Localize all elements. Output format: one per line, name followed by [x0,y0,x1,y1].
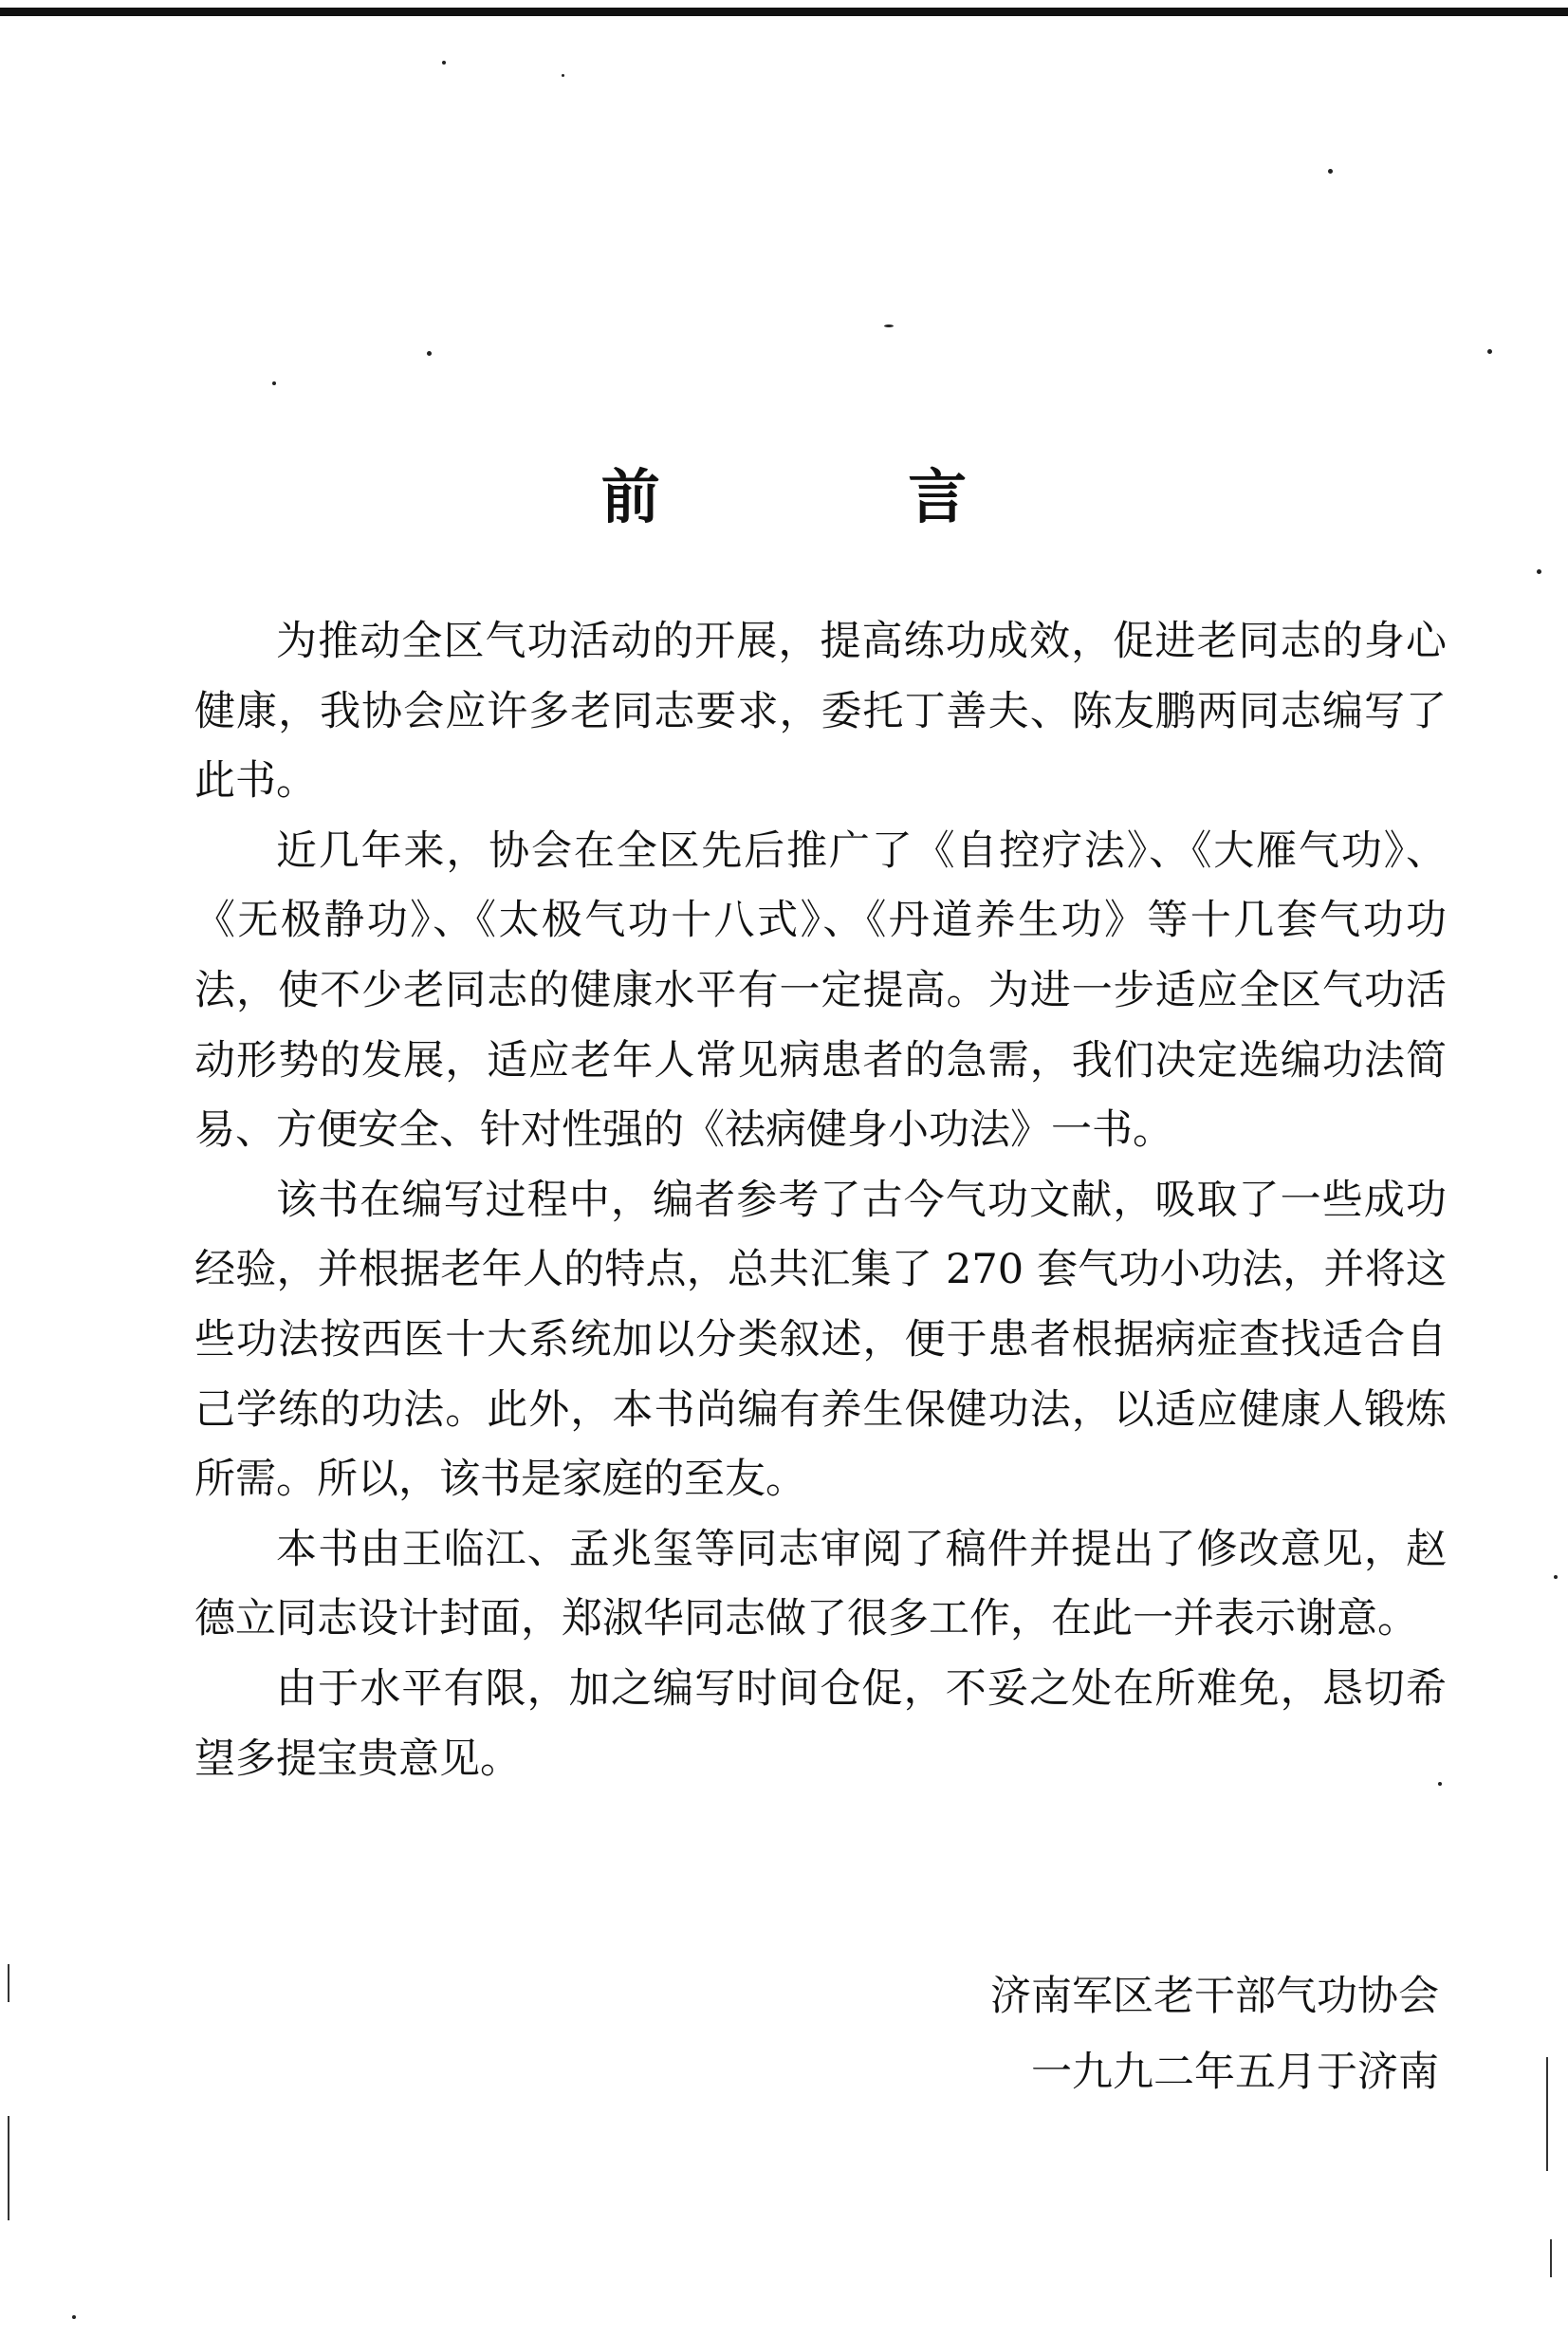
paragraph-5: 由于水平有限，加之编写时间仓促，不妥之处在所难免，恳切希望多提宝贵意见。 [194,1664,1447,1783]
scan-speck [72,2315,76,2319]
scan-edge-line [1550,2239,1552,2277]
scan-speck [562,74,564,77]
paragraph-2: 近几年来，协会在全区先后推广了《自控疗法》、《大雁气功》、《无极静功》、《太极气功十八式》、《丹道养生功》等十几套气功功法，使不少老同志的健康水平有一定提高。为进一步适应全区气功活动形势的发展，适应老年人常见病患者的急需，我们决定选编功法简易、方便安全、针对性强的《祛病健身小功法》一书。 [194,826,1447,1155]
scan-edge-line [1546,2057,1548,2171]
scan-speck [1554,1575,1558,1579]
page-title: 前 言 [600,462,1081,531]
paragraph-1: 为推动全区气功活动的开展，提高练功成效，促进老同志的身心健康，我协会应许多老同志要求，委托丁善夫、陈友鹏两同志编写了此书。 [194,618,1447,806]
scan-speck [884,325,894,327]
preface-body [194,607,1447,1794]
scan-speck [427,351,432,356]
signature-organization: 济南军区老干部气功协会 [990,1973,1439,2020]
scan-speck [1328,169,1333,174]
scan-edge-line [8,1964,9,2002]
paragraph-4: 本书由王临江、孟兆玺等同志审阅了稿件并提出了修改意见，赵德立同志设计封面，郑淑华同志做了很多工作，在此一并表示谢意。 [194,1525,1447,1643]
paragraph-3: 该书在编写过程中，编者参考了古今气功文献，吸取了一些成功经验，并根据老年人的特点，总共汇集了 270 套气功小功法，并将这些功法按西医十大系统加以分类叙述，便于患者根据病症查找适合自己学练的功法。此外，本书尚编有养生保健功法，以适应健康人锻炼所需。所以，该书是家庭的至友。 [194,1176,1447,1504]
scan-speck [1487,349,1492,354]
scan-speck [272,381,276,385]
scan-speck [442,61,446,65]
scan-speck [1537,569,1541,574]
signature-date: 一九九二年五月于济南 [1031,2049,1439,2096]
signature-block [990,1958,1439,2110]
scan-speck [1438,1782,1442,1786]
scan-edge-line [8,2116,9,2220]
top-border-rule [0,8,1568,16]
